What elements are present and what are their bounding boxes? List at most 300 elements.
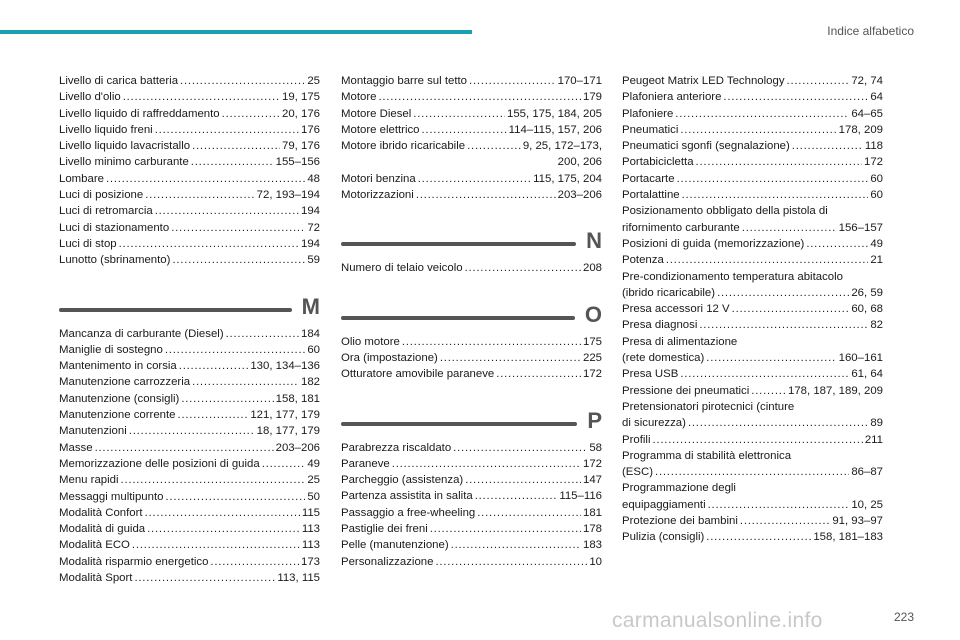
index-term: Protezione dei bambini [622,515,738,528]
index-entry [622,366,883,382]
index-term: Olio motore [341,335,400,348]
index-term: Livello liquido lavacristallo [59,140,191,153]
watermark: carmanualsonline.info [612,609,823,632]
index-term: Potenza [622,254,664,267]
dot-leader [413,106,505,122]
page-reference: 172 [582,368,602,381]
page-reference: 89 [870,417,883,430]
index-entry [341,334,602,350]
page-header-title: Indice alfabetico [827,24,914,38]
index-entry [622,480,883,496]
index-term: Presa diagnosi [622,319,698,332]
index-entry [59,138,320,154]
index-term: Livello liquido freni [59,123,153,136]
page-reference: 172 [863,156,883,169]
index-entry [341,106,602,122]
page-reference: 181 [582,506,602,519]
index-term: Mantenimento in corsia [59,360,177,373]
index-entry [622,350,883,366]
index-term: Posizioni di guida (memorizzazione) [622,237,805,250]
dot-leader [181,391,273,407]
index-term: di sicurezza) [622,417,686,430]
dot-leader [467,138,521,154]
page-reference: 10 [589,555,602,568]
index-entry [622,187,883,203]
index-term: Partenza assistita in salita [341,490,473,503]
index-entry [59,122,320,138]
index-term: Parabrezza riscaldato [341,441,452,454]
index-entry [59,73,320,89]
index-entry [341,505,602,521]
index-term: (ESC) [622,466,654,479]
index-term: Motore ibrido ricaricabile [341,140,466,153]
dot-leader [392,456,581,472]
index-entry [622,383,883,399]
index-term: Memorizzazione delle posizioni di guida [59,457,260,470]
index-entry [622,203,883,219]
index-term: (rete domestica) [622,352,705,365]
section-divider [341,316,575,320]
page-reference: 155–156 [275,156,320,169]
index-column-2 [341,73,602,570]
index-entry [341,440,602,456]
index-entry [341,456,602,472]
page-number: 223 [893,610,914,624]
index-entry [59,252,320,268]
dot-leader [465,260,581,276]
index-entry [59,554,320,570]
index-entry [59,89,320,105]
dot-leader [732,301,850,317]
index-entry [622,334,883,350]
index-entry [622,464,883,480]
dot-leader [469,73,556,89]
index-term-first-line: Programmazione degli [622,482,736,495]
page-reference: 21 [870,254,883,267]
dot-leader [688,415,868,431]
index-term: Pressione dei pneumatici [622,384,750,397]
index-term: Luci di stop [59,237,117,250]
index-entry [622,529,883,545]
index-entry [59,220,320,236]
page-reference: 25 [307,75,320,87]
index-entry [59,342,320,358]
index-term: Luci di retromarcia [59,205,153,218]
page-reference: 86–87 [851,466,883,479]
index-term-first-line: Presa di alimentazione [622,335,738,348]
page-reference: 25 [307,474,320,487]
index-entry [59,203,320,219]
dot-leader [655,464,849,480]
page-reference: 59 [307,254,320,267]
index-entry [59,489,320,505]
header-accent-bar [0,30,472,34]
dot-leader [496,366,581,382]
index-entry [341,350,602,366]
dot-leader [121,472,306,488]
index-entry [59,187,320,203]
index-term: Manutenzione carrozzeria [59,376,191,389]
dot-leader [699,317,868,333]
dot-leader [708,497,850,513]
index-term: Livello minimo carburante [59,156,189,169]
page-reference: 91, 93–97 [832,515,883,528]
page-reference: 203–206 [275,441,320,454]
index-term: Pneumatici sgonfi (segnalazione) [622,140,790,153]
index-entry [59,374,320,390]
dot-leader [422,122,507,138]
dot-leader [430,521,581,537]
index-term: Peugeot Matrix LED Technology [622,75,785,87]
index-term: equipaggiamenti [622,498,706,511]
index-entry [622,432,883,448]
index-entry [59,423,320,439]
dot-leader [742,220,837,236]
index-term: Pneumatici [622,123,679,136]
index-term: rifornimento carburante [622,221,740,234]
index-term-first-line: Pre-condizionamento temperatura abitacolo [622,270,843,283]
dot-leader [451,537,581,553]
dot-leader [165,342,305,358]
letter-section-header [341,230,602,252]
index-term: Livello di carica batteria [59,75,179,87]
dot-leader [171,220,305,236]
page-reference: 158, 181 [275,392,320,405]
dot-leader [178,407,249,423]
index-entry [622,497,883,513]
page-reference: 72, 74 [851,75,883,87]
index-term: Parcheggio (assistenza) [341,474,464,487]
page-reference: 18, 177, 179 [256,425,320,438]
page-reference: 155, 175, 184, 205 [506,107,602,120]
index-column-1 [59,73,320,586]
dot-leader [723,89,868,105]
dot-leader [106,171,305,187]
page-reference: 26, 59 [851,286,883,299]
dot-leader [717,285,849,301]
dot-leader [435,554,587,570]
page-reference: 10, 25 [851,498,883,511]
page-reference: 115 [301,506,320,519]
dot-leader [155,203,299,219]
index-term: (ibrido ricaricabile) [622,286,716,299]
page-reference: 184 [300,327,320,340]
page-reference: 208 [582,262,602,275]
dot-leader [180,73,305,89]
index-entry [341,472,602,488]
dot-leader [226,326,299,342]
index-term: Masse [59,441,93,454]
index-entry [622,220,883,236]
index-entry [341,171,602,187]
dot-leader [172,252,305,268]
dot-leader [696,154,862,170]
index-entry [622,171,883,187]
page-reference: 172 [582,457,602,470]
dot-leader [680,366,849,382]
page-reference: 118 [864,140,883,153]
index-term-first-line: Pretensionatori pirotecnici (cinture [622,400,795,413]
index-entry [622,415,883,431]
page-reference: 178 [582,523,602,536]
dot-leader [416,187,556,203]
page-reference: 113, 115 [277,572,320,585]
page-reference: 170–171 [557,75,602,87]
dot-leader [95,440,274,456]
dot-leader [147,521,300,537]
index-entry [622,269,883,285]
dot-leader [465,472,581,488]
dot-leader [680,122,836,138]
page-reference: 211 [864,433,883,446]
index-entry [622,122,883,138]
index-term: Motore [341,91,377,104]
index-entry [59,171,320,187]
dot-leader [145,187,254,203]
index-term: Modalità Sport [59,572,133,585]
page-reference: 113 [301,539,320,552]
dot-leader [222,106,280,122]
page-reference: 182 [300,376,320,389]
page-reference: 82 [870,319,883,332]
dot-leader [475,488,558,504]
dot-leader [192,374,299,390]
index-term: Motorizzazioni [341,189,414,202]
page-reference: 183 [582,539,602,552]
page-reference: 61, 64 [851,368,883,381]
dot-leader [706,350,836,366]
index-term: Motore elettrico [341,123,420,136]
index-entry [59,391,320,407]
index-entry [341,537,602,553]
index-term: Passaggio a free-wheeling [341,506,476,519]
section-divider [341,422,577,426]
index-entry [341,187,602,203]
page-reference: 147 [582,474,602,487]
dot-leader [210,554,299,570]
page-reference: 173 [300,555,320,568]
dot-leader [119,236,299,252]
page-reference: 49 [307,457,320,470]
page-reference: 160–161 [838,352,883,365]
index-term: Portabicicletta [622,156,694,169]
index-entry [622,252,883,268]
page-reference: 58 [589,441,602,454]
index-term: Lunotto (sbrinamento) [59,254,171,267]
index-term: Pastiglie dei freni [341,523,428,536]
index-term: Profili [622,433,651,446]
page-reference: 115–116 [559,490,602,503]
index-term: Presa USB [622,368,679,381]
index-term: Messaggi multipunto [59,490,164,503]
index-entry [59,505,320,521]
page-reference: 19, 175 [281,91,320,104]
index-term: Maniglie di sostegno [59,343,163,356]
dot-leader [155,122,299,138]
page-reference: 179 [582,91,602,104]
index-entry [622,89,883,105]
index-term: Pelle (manutenzione) [341,539,449,552]
dot-leader [402,334,581,350]
index-term: Manutenzione corrente [59,409,176,422]
index-term: Lombare [59,172,104,185]
index-entry [59,326,320,342]
dot-leader [682,187,869,203]
index-entry [622,285,883,301]
dot-leader [453,440,587,456]
dot-leader [666,252,869,268]
index-entry [341,154,602,170]
index-term: Modalità ECO [59,539,130,552]
dot-leader [477,505,581,521]
page-reference: 225 [582,351,602,364]
dot-leader [165,489,305,505]
index-entry [622,317,883,333]
page-reference: 121, 177, 179 [250,409,320,422]
index-entry [59,537,320,553]
dot-leader [787,73,850,89]
dot-leader [179,358,249,374]
index-entry [59,154,320,170]
dot-leader [740,513,830,529]
index-entry [622,399,883,415]
index-term: Modalità Confort [59,506,143,519]
dot-leader [792,138,863,154]
dot-leader [652,432,862,448]
page-reference: 60 [870,189,883,202]
page-reference: 64 [870,91,883,104]
index-term: Personalizzazione [341,555,434,568]
page-reference: 113 [301,523,320,536]
dot-leader [134,570,275,586]
page-reference: 48 [307,172,320,185]
index-term-first-line: Posizionamento obbligato della pistola di [622,205,828,218]
index-entry [59,106,320,122]
index-entry [59,456,320,472]
page-reference: 72 [307,221,320,234]
section-letter: N [586,228,602,254]
page-reference: 203–206 [557,189,602,202]
dot-leader [145,505,300,521]
index-entry [341,73,602,89]
section-divider [59,308,292,312]
index-term: Livello liquido di raffreddamento [59,107,220,120]
dot-leader [192,138,280,154]
letter-section-header [341,407,602,433]
page-reference: 176 [300,123,320,136]
dot-leader [751,383,786,399]
index-column-3 [622,73,883,546]
dot-leader [191,154,274,170]
dot-leader [806,236,868,252]
index-entry [59,472,320,488]
page-reference: 60, 68 [851,303,883,316]
index-term: Otturatore amovibile paraneve [341,368,495,381]
section-letter: O [584,301,602,327]
page-reference: 60 [307,343,320,356]
page-reference: 72, 193–194 [256,189,320,202]
index-entry [341,366,602,382]
index-entry [622,301,883,317]
index-entry [622,106,883,122]
section-divider [341,242,576,246]
section-letter: M [301,293,320,319]
index-term: Portacarte [622,172,675,185]
index-term: Plafoniera anteriore [622,91,722,104]
index-term: Montaggio barre sul tetto [341,75,468,87]
page-reference: 64–65 [851,107,883,120]
index-entry [341,122,602,138]
index-entry [622,154,883,170]
index-term: Modalità di guida [59,523,146,536]
index-term: Presa accessori 12 V [622,303,730,316]
page-reference: 115, 175, 204 [533,172,602,185]
index-term: Motori benzina [341,172,416,185]
page-reference: 178, 209 [838,123,883,136]
index-term: Plafoniere [622,107,674,120]
index-term: Pulizia (consigli) [622,531,705,544]
dot-leader [132,537,300,553]
dot-leader [123,89,280,105]
page-reference: 158, 181–183 [813,531,883,544]
page-reference: 114–115, 157, 206 [508,123,602,136]
index-term-first-line: Programma di stabilità elettronica [622,449,792,462]
index-entry [59,440,320,456]
dot-leader [440,350,581,366]
index-term: Numero di telaio veicolo [341,262,463,275]
index-term: Menu rapidi [59,474,119,487]
index-entry [622,73,883,89]
page-reference: 130, 134–136 [250,360,320,373]
page-reference: 50 [307,490,320,503]
index-entry [59,521,320,537]
dot-leader [418,171,531,187]
index-entry [341,260,602,276]
index-entry [341,488,602,504]
page-reference: 194 [300,205,320,218]
page-reference: 60 [870,172,883,185]
index-entry [622,236,883,252]
index-term: Manutenzione (consigli) [59,392,180,405]
index-term: Luci di stazionamento [59,221,170,234]
index-term: Ora (impostazione) [341,351,438,364]
index-entry [622,513,883,529]
dot-leader [129,423,255,439]
index-entry [59,236,320,252]
page-reference: 9, 25, 172–173, [522,140,602,153]
index-term: Livello d'olio [59,91,121,104]
dot-leader [378,89,581,105]
index-entry [341,554,602,570]
dot-leader [706,529,811,545]
index-entry [622,138,883,154]
page-reference: 178, 187, 189, 209 [787,384,883,397]
dot-leader [675,106,849,122]
page-reference: 49 [870,237,883,250]
index-entry [59,358,320,374]
index-term: Paraneve [341,457,390,470]
page-reference-continued: 200, 206 [557,156,602,169]
index-term: Portalattine [622,189,680,202]
dot-leader [262,456,306,472]
page-reference: 20, 176 [281,107,320,120]
index-term: Motore Diesel [341,107,412,120]
index-term: Luci di posizione [59,189,144,202]
letter-section-header [59,293,320,319]
index-entry [622,448,883,464]
letter-section-header [341,301,602,327]
page-reference: 156–157 [838,221,883,234]
